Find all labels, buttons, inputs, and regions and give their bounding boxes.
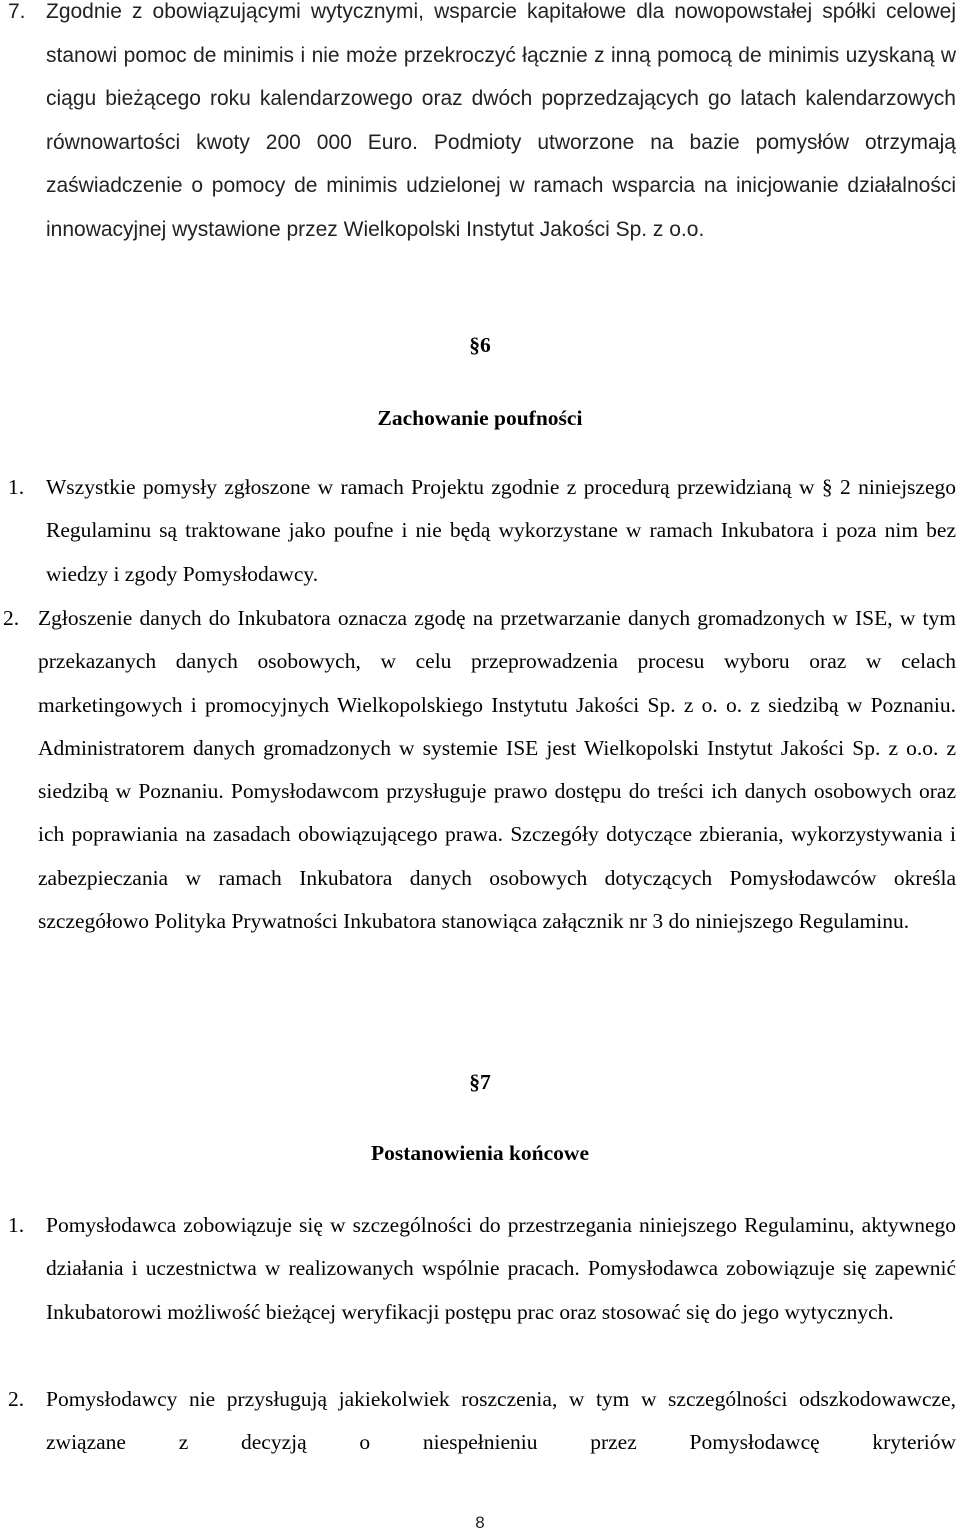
s7-item-2-text: Pomysłodawcy nie przysługują jakiekolwiek roszczenia, w tym w szczególności odszkodowawcze, związane z decyzją o niespełnieniu przez Pomysłodawcę kryteriów [46,1387,956,1455]
s6-item-1-number: 1. [8,475,25,499]
section-7-title: Postanowienia końcowe [371,1141,589,1165]
s7-item-2-number: 2. [8,1387,25,1411]
item-7-number: 7. [8,0,26,23]
section-7-heading [0,1068,960,1096]
s6-item-1-text: Wszystkie pomysły zgłoszone w ramach Projektu zgodnie z procedurą przewidzianą w § 2 niniejszego Regulaminu są traktowane jako poufne i nie będą wykorzystane w ramach Inkubatora i poza nim bez wiedzy i zgody Pomysłodawcy. [46,475,956,586]
s7-item-1-text: Pomysłodawca zobowiązuje się w szczególności do przestrzegania niniejszego Regulaminu, aktywnego działania i uczestnictwa w realizowanych wspólnie pracach. Pomysłodawca zobowiązuje się zapewnić Inkubatorowi możliwość bieżącej weryfikacji postępu prac oraz stosować się do jego wytycznych. [46,1213,956,1324]
item-7-text: Zgodnie z obowiązującymi wytycznymi, wsparcie kapitałowe dla nowopowstałej spółki celowej stanowi pomoc de minimis i nie może przekroczyć łącznie z inną pomocą de minimis uzyskaną w ciągu bieżącego roku kalendarzowego oraz dwóch poprzedzających go latach kalendarzowych równowartości kwoty 200 000 Euro. Podmioty utworzone na bazie pomysłów otrzymają zaświadczenie o pomocy de minimis udzielonej w ramach wsparcia na inicjowanie działalności innowacyjnej wystawione przez Wielkopolski Instytut Jakości Sp. z o.o. [46,0,956,241]
s6-item-2-text: Zgłoszenie danych do Inkubatora oznacza zgodę na przetwarzanie danych gromadzonych w ISE, w tym przekazanych danych osobowych, w celu przeprowadzenia procesu wyboru oraz w celach marketingowych i promocyjnych Wielkopolskiego Instytutu Jakości Sp. z o. o. z siedzibą w Poznaniu. Administratorem danych gromadzonych w systemie ISE jest Wielkopolski Instytut Jakości Sp. z o.o. z siedzibą w Poznaniu. Pomysłodawcom przysługuje prawo dostępu do treści ich danych osobowych oraz ich poprawiania na zasadach obowiązującego prawa. Szczegóły dotyczące zbierania, wykorzystywania i zabezpieczania w ramach Inkubatora danych osobowych dotyczących Pomysłodawców określa szczegółowo Polityka Prywatności Inkubatora stanowiąca załącznik nr 3 do niniejszego Regulaminu. [38,606,956,934]
section-6-title: Zachowanie poufności [377,406,583,430]
section-6-symbol: § [469,333,480,357]
s7-item-1-number: 1. [8,1213,25,1237]
section-7-number: 7 [480,1070,491,1094]
section-6-number: 6 [480,333,491,357]
s6-item-2-number: 2. [3,606,20,630]
page-number: 8 [475,1513,485,1532]
section-6-heading [0,331,960,359]
section-7-symbol: § [469,1070,480,1094]
